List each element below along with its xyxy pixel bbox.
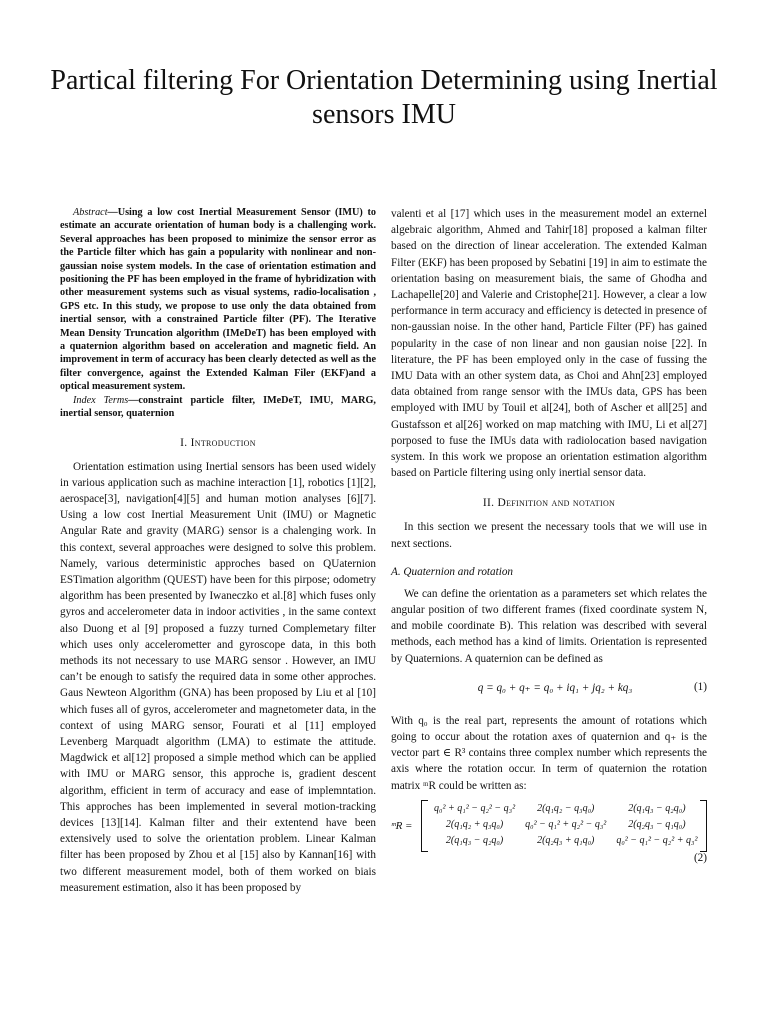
matrix-row xyxy=(429,833,702,849)
equation-1-expression: q = q₀ + q₊ = q₀ + iq₁ + jq₂ + kq₃ xyxy=(477,681,633,694)
matrix-cell: q₀² + q₁² − q₂² − q₃² xyxy=(434,802,516,814)
matrix-lhs: ᵐR = xyxy=(391,819,413,832)
matrix-left-bracket xyxy=(421,800,428,852)
rotation-matrix xyxy=(429,801,702,849)
abstract-paragraph xyxy=(60,206,376,394)
equation-1-number: (1) xyxy=(693,680,707,693)
matrix-right-bracket xyxy=(700,800,707,852)
quaternion-explanation: With q₀ is the real part, represents the amount of rotations which going to occur about the rotation axes of quaternion and q₊ is the vector part ∈ R³ contains three complex number which represents the axis where the rotation occur. In term of quaternion the rotation matrix ᵐR could be written as: xyxy=(391,714,707,792)
matrix-cell: 2(q₁q₂ − q₃q₀) xyxy=(537,802,595,814)
index-terms-text: —constraint particle filter, IMeDeT, IMU, MARG, inertial sensor, quaternion xyxy=(60,394,376,420)
left-column xyxy=(60,206,376,896)
section-heading-introduction: I. Introduction xyxy=(180,436,256,449)
rotation-matrix-equation xyxy=(391,800,707,866)
abstract-text: —Using a low cost Inertial Measurement Sensor (IMU) to estimate an accurate orientation of human body is a challenging work. Several approaches has been proposed to minimize the sensor error as the Particle filter which has gain a popularity with nonlinear and non-gaussian noise system models. In the case of orientation estimation and positioning the PF has been employed in the frame of hybridization with other measurement systems such as visual systems, radio-localisation , GPS etc. In this study, we propose to use only the data obtained from inertial sensor, with a constrained Particle filter (PF). The Iterative Mean Density Truncation algorithm (IMeDeT) has been employed with a quaternion algorithm based on acceleration and magnetic field. An improvement in term of accuracy has been clearly detected as well as the filter convergence, against the Extended Kalman Filer (EKF)and a optical measurement system. xyxy=(60,207,376,393)
quaternion-paragraph: We can define the orientation as a parameters set which relates the angular position of two different frames (fixed coordinate system N, and mobile coordinate B). This relation was described with several methods, each method has a kind of limits. Orientation is represented by Quaternions. A quaternion can be defined as xyxy=(391,587,707,665)
subsection-heading-quaternion: A. Quaternion and rotation xyxy=(391,565,514,578)
index-terms xyxy=(60,394,376,421)
matrix-row xyxy=(429,817,702,833)
matrix-cell: 2(q₁q₃ − q₂q₀) xyxy=(445,834,504,846)
matrix-cell: q₀² − q₁² + q₂² − q₃² xyxy=(525,818,607,830)
index-terms-lead: Index Terms xyxy=(73,394,129,406)
matrix-cell: 2(q₁q₃ − q₂q₀) xyxy=(628,802,686,814)
matrix-cell: 2(q₂q₃ + q₁q₀) xyxy=(537,834,595,846)
matrix-cell: q₀² − q₁² − q₂² + q₃² xyxy=(616,834,698,846)
introduction-paragraph: Orientation estimation using Inertial sensors has been used widely in various application such as machine interaction [1], robotics [1][2], aerospace[3], navigation[4][5] and human motion analyses [6][7]. Using a low cost Inertial Measurement Unit (IMU) or Magnetic Angular Rate and gravity (MARG) sensor is a chalenging work. In this context, several approaches were designed to solve this problem. Namely, various deterministic approches based on QUaternion ESTimation algorithm (QUEST) have been for this pirpose; odometry algorithm has been presented by Iwaneczko et al.[8] which fuses only gyros and accelerometer data in indoor activities , in the same context also Duong et al [9] proposed a fuzzy turned Complemetary filter which uses only accelerometter and gyroscope data, in this both methods its not necessary to use MARG sensor . However, an IMU can’t be enough to satisfy the required data in some other approches. Gaus Newteon Algorithm (GNA) has been proposed by Liu et al [10] which fuses all of gyros, accelerometer and magnetometer data, in the context of using MARG sensor, Fourati et al [11] employed Levenberg Marquadt algorithm (LMA) to estimate the attitude. Magdwick et al[12] proposed a simple method which can be applied with IMU or MARG sensor, this approche is, gradient descent algorithm, efficient in term of accuracy and ease of implemntation. This approches has been implemented in several motion-tracking devices [13][14]. Kalman filter and their extentend have been extensively used to solve the orientation problem. Linear Kalman filter has been proposed by Zhou et al [15] also by Kannan[16] with two different measurement model, both of them worked on biais measurement estimation, also it has been proposed by xyxy=(60,460,376,894)
abstract xyxy=(60,206,376,421)
abstract-lead: Abstract xyxy=(73,207,108,218)
equation-1 xyxy=(391,681,707,703)
paper-title: Partical filtering For Orientation Determining using Inertial sensors IMU xyxy=(50,65,718,130)
matrix-row xyxy=(429,801,702,817)
section-heading-definition: II. Definition and notation xyxy=(482,497,616,510)
definition-paragraph: In this section we present the necessary tools that we will use in next sections. xyxy=(391,521,707,550)
equation-2-number: (2) xyxy=(693,851,707,864)
introduction-continuation: valenti et al [17] which uses in the measurement model an externel algebraic algorithm, Ahmed and Tahir[18] proposed a kalman filter based on the direction of linear acceleration. The extended Kalman Filter (EKF) has been proposed by Sebatini [19] in aim to estimate the orientation basing on measurement biais, the same of Ghodha and Lachapelle[20] and Valerie and Cristophe[21]. However, a clear a low performance in term accuracy and efficiency is detected in presence of non-gaussian noise. In the other hand, Particle Filter (PF) has gained popularity in the case of non linear and non gausian noise [22]. In literature, the PF has been employed only in the case of fussing the IMU Data with an other system data, as Choi and Ahn[23] employed data obtained from range sensor with the IMUs data, GPS has been employed with IMU by Touil et al[24], both of Ascher et all[25] and Gustafsson et al[26] worked on map matching with IMU, Li et al[27] porposed to fuse the IMUs data with radiolocation based navigation system. In this work we propose an orientation estimation algorithm based on Particle filtering using only inertial sensor data. xyxy=(391,208,707,480)
right-column xyxy=(391,206,707,866)
matrix-cell: 2(q₁q₂ + q₃q₀) xyxy=(445,818,504,830)
matrix-cell: 2(q₂q₃ − q₁q₀) xyxy=(628,818,686,830)
